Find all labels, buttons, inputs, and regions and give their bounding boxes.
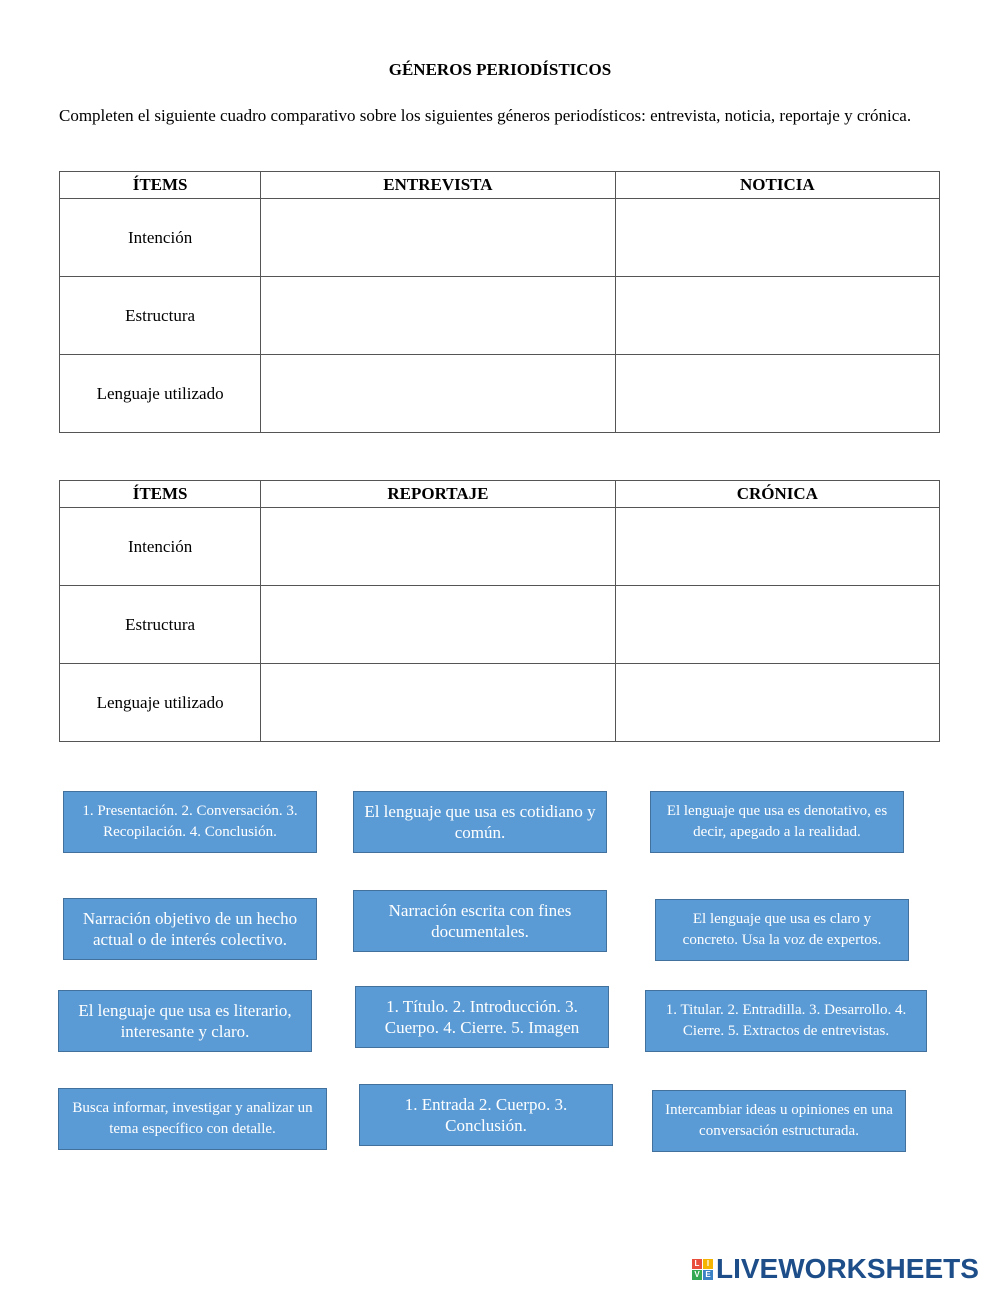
table1-row-label-intencion: Intención	[60, 199, 261, 277]
draggable-card[interactable]: Narración objetivo de un hecho actual o de interés colectivo.	[63, 898, 317, 960]
table2-row-label-intencion: Intención	[60, 508, 261, 586]
draggable-card[interactable]: 1. Titular. 2. Entradilla. 3. Desarrollo. 4. Cierre. 5. Extractos de entrevistas.	[645, 990, 927, 1052]
table1-header-noticia: NOTICIA	[615, 172, 939, 199]
drop-target-noticia-intencion[interactable]	[615, 199, 939, 277]
logo-mark-icon	[692, 1259, 713, 1280]
draggable-card[interactable]: El lenguaje que usa es claro y concreto. Usa la voz de expertos.	[655, 899, 909, 961]
table2-row-label-lenguaje: Lenguaje utilizado	[60, 664, 261, 742]
logo-mark-letter: V	[692, 1270, 702, 1280]
comparison-table-2	[59, 480, 940, 742]
draggable-card[interactable]: Narración escrita con fines documentales.	[353, 890, 607, 952]
logo-mark-letter: L	[692, 1259, 702, 1269]
instructions-text: Completen el siguiente cuadro comparativo sobre los siguientes géneros periodísticos: entrevista, noticia, reportaje y crónica.	[59, 106, 912, 125]
drop-target-reportaje-lenguaje[interactable]	[261, 664, 615, 742]
draggable-card[interactable]: El lenguaje que usa es literario, interesante y claro.	[58, 990, 312, 1052]
drop-target-cronica-intencion[interactable]	[615, 508, 939, 586]
logo-text: LIVEWORKSHEETS	[716, 1253, 979, 1284]
draggable-card[interactable]: 1. Presentación. 2. Conversación. 3. Recopilación. 4. Conclusión.	[63, 791, 317, 853]
draggable-card[interactable]: El lenguaje que usa es cotidiano y común.	[353, 791, 607, 853]
drop-target-cronica-estructura[interactable]	[615, 586, 939, 664]
drop-target-cronica-lenguaje[interactable]	[615, 664, 939, 742]
page-title: GÉNEROS PERIODÍSTICOS	[388, 60, 612, 79]
drop-target-reportaje-intencion[interactable]	[261, 508, 615, 586]
comparison-table-1	[59, 171, 940, 433]
draggable-card[interactable]: 1. Título. 2. Introducción. 3. Cuerpo. 4. Cierre. 5. Imagen	[355, 986, 609, 1048]
drop-target-noticia-lenguaje[interactable]	[615, 355, 939, 433]
drop-target-entrevista-intencion[interactable]	[261, 199, 615, 277]
table1-row-label-lenguaje: Lenguaje utilizado	[60, 355, 261, 433]
liveworksheets-logo	[692, 1254, 979, 1284]
table2-header-cronica: CRÓNICA	[615, 481, 939, 508]
table2-header-items: ÍTEMS	[60, 481, 261, 508]
draggable-card[interactable]: Busca informar, investigar y analizar un tema específico con detalle.	[58, 1088, 327, 1150]
logo-mark-letter: E	[703, 1270, 713, 1280]
draggable-card[interactable]: 1. Entrada 2. Cuerpo. 3. Conclusión.	[359, 1084, 613, 1146]
table1-header-items: ÍTEMS	[60, 172, 261, 199]
drop-target-reportaje-estructura[interactable]	[261, 586, 615, 664]
table1-row-label-estructura: Estructura	[60, 277, 261, 355]
draggable-card[interactable]: Intercambiar ideas u opiniones en una conversación estructurada.	[652, 1090, 906, 1152]
table2-header-reportaje: REPORTAJE	[261, 481, 615, 508]
drop-target-noticia-estructura[interactable]	[615, 277, 939, 355]
draggable-card[interactable]: El lenguaje que usa es denotativo, es decir, apegado a la realidad.	[650, 791, 904, 853]
logo-mark-letter: I	[703, 1259, 713, 1269]
table2-row-label-estructura: Estructura	[60, 586, 261, 664]
table1-header-entrevista: ENTREVISTA	[261, 172, 615, 199]
drop-target-entrevista-lenguaje[interactable]	[261, 355, 615, 433]
drop-target-entrevista-estructura[interactable]	[261, 277, 615, 355]
